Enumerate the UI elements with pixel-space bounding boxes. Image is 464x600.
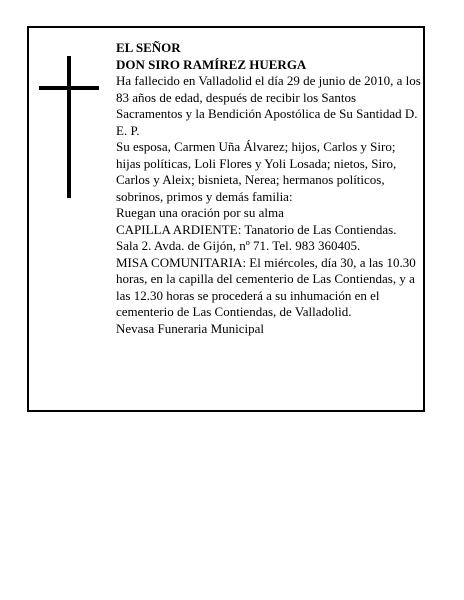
family-paragraph: Su esposa, Carmen Uña Álvarez; hijos, Carlos y Siro; hijas políticas, Loli Flores y Yoli Losada; nietos, Siro, Carlos y Aleix; bisnieta, Nerea; hermanos políticos, sobrinos, primos y demás familia: — [116, 139, 397, 204]
funeral-home-line: Nevasa Funeraria Municipal — [116, 320, 265, 336]
prayer-line: Ruegan una oración por su alma — [116, 205, 284, 220]
chapel-paragraph: CAPILLA ARDIENTE: Tanatorio de Las Contiendas. Sala 2. Avda. de Gijón, nº 71. Tel. 983 360405. — [116, 221, 397, 253]
deceased-name: DON SIRO RAMÍREZ HUERGA — [116, 56, 307, 72]
obituary-notice — [27, 26, 425, 412]
cross-horizontal-bar — [39, 86, 99, 90]
obituary-text — [116, 40, 422, 337]
cross-icon — [39, 56, 99, 198]
death-notice-paragraph: Ha fallecido en Valladolid el día 29 de junio de 2010, a los 83 años de edad, después de recibir los Santos Sacramentos y la Bendición Apostólica de Su Santidad D. E. P. — [116, 73, 421, 138]
mass-paragraph: MISA COMUNITARIA: El miércoles, día 30, a las 10.30 horas, en la capilla del cementerio de Las Contiendas, y a las 12.30 horas se procederá a su inhumación en el cementerio de Las Contiendas, de Valladolid. — [116, 254, 416, 319]
heading-title: EL SEÑOR — [116, 40, 181, 55]
cross-vertical-bar — [67, 56, 71, 198]
